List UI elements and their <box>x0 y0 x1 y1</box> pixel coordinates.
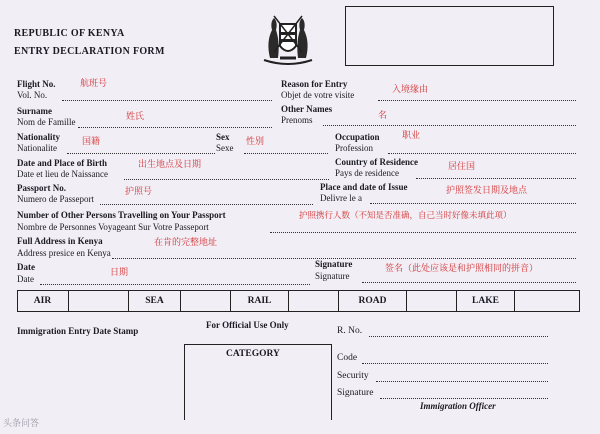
category-label: CATEGORY <box>226 349 280 359</box>
other-names-field[interactable] <box>323 125 576 126</box>
surname-label-cn: 姓氏 <box>126 112 145 122</box>
occupation-field[interactable] <box>388 153 576 154</box>
passport-issue-label-fr: Delivre le a <box>320 193 362 203</box>
transport-lake: LAKE <box>457 290 515 312</box>
transport-lake-box[interactable] <box>515 290 580 312</box>
transport-sea: SEA <box>129 290 181 312</box>
nationality-field[interactable] <box>67 153 215 154</box>
flight-no-label-fr: Vol. No. <box>17 90 48 100</box>
photo-box <box>345 6 554 66</box>
persons-label-fr: Nombre de Personnes Voyageant Sur Votre Passeport <box>17 222 209 232</box>
flight-no-label-cn: 航班号 <box>80 79 108 89</box>
transport-air-box[interactable] <box>69 290 129 312</box>
surname-label: Surname <box>17 106 53 116</box>
persons-label: Number of Other Persons Travelling on Your Passport <box>17 210 226 220</box>
watermark: 头条问答 <box>3 419 40 429</box>
code-label: Code <box>337 353 358 363</box>
surname-label-fr: Nom de Famille <box>17 117 76 127</box>
address-label-fr: Address presice en Kenya <box>17 248 111 258</box>
sex-label-fr: Sexe <box>216 143 234 153</box>
address-label: Full Address in Kenya <box>17 236 103 246</box>
official-signature-label: Signature <box>337 388 374 398</box>
r-no-field[interactable] <box>369 336 548 337</box>
occupation-label-cn: 职业 <box>402 131 421 141</box>
signature-label: Signature <box>315 259 353 269</box>
passport-no-field[interactable] <box>100 204 313 205</box>
birth-label-cn: 出生地点及日期 <box>138 160 202 170</box>
category-left-border <box>184 344 185 420</box>
passport-issue-label: Place and date of Issue <box>320 182 408 192</box>
persons-label-cn: 护照携行人数（不知是否准确，自己当时好像未填此项） <box>299 211 512 221</box>
code-field[interactable] <box>362 363 548 364</box>
transport-rail-box[interactable] <box>289 290 339 312</box>
reason-label: Reason for Entry <box>281 79 348 89</box>
nationality-label-cn: 国籍 <box>82 137 101 147</box>
republic-heading: REPUBLIC OF KENYA <box>14 28 125 39</box>
residence-label-cn: 居住国 <box>448 162 476 172</box>
transport-air: AIR <box>17 290 69 312</box>
transport-road: ROAD <box>339 290 407 312</box>
birth-label: Date and Place of Birth <box>17 158 107 168</box>
occupation-label-fr: Profession <box>335 143 373 153</box>
official-signature-field[interactable] <box>380 398 548 399</box>
surname-field[interactable] <box>78 127 272 128</box>
transport-rail: RAIL <box>231 290 289 312</box>
security-label: Security <box>337 371 369 381</box>
sex-field[interactable] <box>244 153 328 154</box>
category-right-border <box>331 344 332 420</box>
reason-label-cn: 入境缘由 <box>392 85 429 95</box>
signature-field[interactable] <box>362 282 576 283</box>
passport-no-label-cn: 护照号 <box>125 187 153 197</box>
transport-road-box[interactable] <box>407 290 457 312</box>
residence-label: Country of Residence <box>335 157 418 167</box>
birth-field[interactable] <box>124 179 329 180</box>
coat-of-arms-icon <box>256 8 320 68</box>
official-use-label: For Official Use Only <box>206 320 289 330</box>
transport-sea-box[interactable] <box>181 290 231 312</box>
sex-label-cn: 性别 <box>246 137 265 147</box>
other-names-label-cn: 名 <box>378 111 388 121</box>
date-label-cn: 日期 <box>110 268 129 278</box>
reason-label-fr: Objet de votre visite <box>281 90 355 100</box>
nationality-label-fr: Nationalite <box>17 143 57 153</box>
officer-label: Immigration Officer <box>420 401 496 411</box>
reason-field[interactable] <box>378 100 576 101</box>
residence-field[interactable] <box>416 178 576 179</box>
address-label-cn: 在肯的完整地址 <box>154 238 218 248</box>
security-field[interactable] <box>376 381 548 382</box>
birth-label-fr: Date et lieu de Naissance <box>17 169 108 179</box>
flight-no-label: Flight No. <box>17 79 56 89</box>
r-no-label: R. No. <box>337 326 363 336</box>
date-field[interactable] <box>40 284 310 285</box>
passport-issue-label-cn: 护照签发日期及地点 <box>446 186 528 196</box>
passport-issue-field[interactable] <box>370 203 576 204</box>
category-top-border <box>184 344 332 345</box>
signature-label-cn: 签名（此处应该是和护照相同的拼音） <box>385 264 539 274</box>
passport-no-label-fr: Numero de Passeport <box>17 194 94 204</box>
date-label: Date <box>17 262 35 272</box>
persons-field[interactable] <box>270 232 576 233</box>
other-names-label-fr: Prenoms <box>281 115 313 125</box>
flight-no-field[interactable] <box>62 100 272 101</box>
sex-label: Sex <box>216 132 230 142</box>
date-label-fr: Date <box>17 274 34 284</box>
residence-label-fr: Pays de residence <box>335 168 399 178</box>
nationality-label: Nationality <box>17 132 61 142</box>
passport-no-label: Passport No. <box>17 183 66 193</box>
occupation-label: Occupation <box>335 132 380 142</box>
signature-label-fr: Signature <box>315 271 350 281</box>
stamp-label: Immigration Entry Date Stamp <box>17 326 139 336</box>
other-names-label: Other Names <box>281 104 333 114</box>
form-title: ENTRY DECLARATION FORM <box>14 46 165 57</box>
